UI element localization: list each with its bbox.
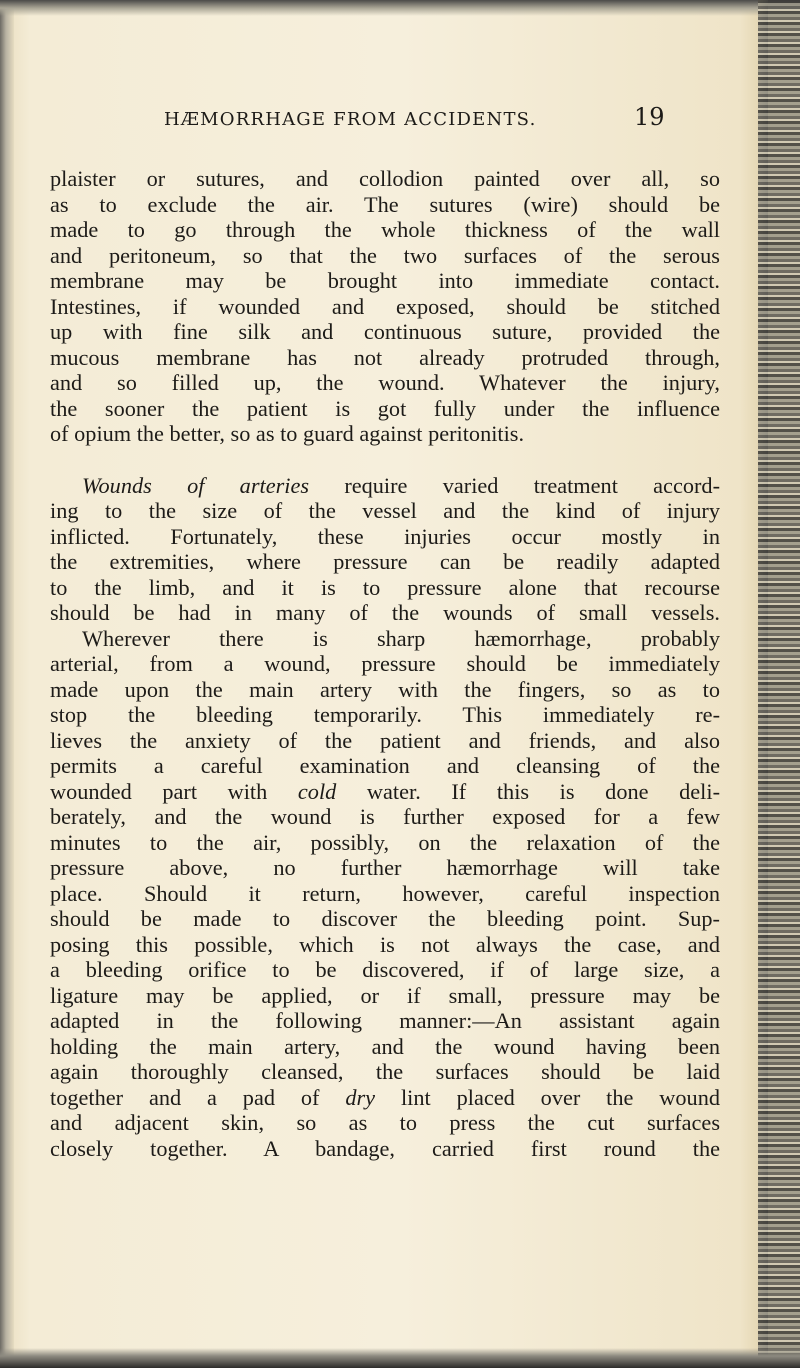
text-line: Wherever there is sharp hæmorrhage, probably	[82, 625, 720, 651]
text-line: plaister or sutures, and collodion painted over all, so	[50, 166, 720, 191]
running-head: HÆMORRHAGE FROM ACCIDENTS.	[164, 109, 537, 130]
text-line: pressure above, no further hæmorrhage will take	[50, 855, 720, 880]
paragraph-spacer	[50, 447, 720, 473]
text-line: permits a careful examination and cleansing of the	[50, 753, 720, 778]
text-line	[50, 1085, 720, 1111]
book-spine-binding	[758, 0, 800, 1368]
text-line: place. Should it return, however, careful inspection	[50, 880, 720, 906]
text-line: stop the bleeding temporarily. This immediately re-	[50, 702, 720, 727]
text-line: the extremities, where pressure can be readily adapted	[50, 549, 720, 574]
text-line: adapted in the following manner:—An assistant again	[50, 1008, 720, 1033]
text-line: membrane may be brought into immediate contact.	[50, 268, 720, 293]
page-top-edge-shadow	[0, 0, 800, 16]
page-left-edge-shadow	[0, 0, 14, 1368]
body-text	[50, 166, 720, 1161]
text-line	[50, 473, 720, 499]
text-line: again thoroughly cleansed, the surfaces should be laid	[50, 1059, 720, 1084]
text-line: up with fine silk and continuous suture, provided the	[50, 319, 720, 344]
text-line: holding the main artery, and the wound having been	[50, 1033, 720, 1059]
italic-phrase: Wounds of arteries	[82, 472, 310, 498]
text-line: arterial, from a wound, pressure should be immediately	[50, 651, 720, 676]
text-line: inflicted. Fortunately, these injuries occur mostly in	[50, 523, 720, 549]
text-line: as to exclude the air. The sutures (wire) should be	[50, 191, 720, 217]
text-line: should be had in many of the wounds of small vessels.	[50, 600, 720, 625]
paragraph-1	[50, 166, 720, 447]
page-header	[64, 103, 744, 139]
text-line: posing this possible, which is not always the case, and	[50, 931, 720, 957]
text-span: together and a pad of	[50, 1084, 346, 1110]
paragraph-2	[50, 473, 720, 1162]
text-line: of opium the better, so as to guard against peritonitis.	[50, 421, 525, 446]
text-line: and so filled up, the wound. Whatever the injury,	[50, 370, 720, 395]
page-number: 19	[634, 103, 665, 131]
italic-word: dry	[345, 1084, 376, 1110]
text-line: berately, and the wound is further exposed for a few	[50, 804, 720, 829]
text-line: ligature may be applied, or if small, pressure may be	[50, 982, 720, 1008]
text-line: and peritoneum, so that the two surfaces of the serous	[50, 242, 720, 268]
text-line: minutes to the air, possibly, on the relaxation of the	[50, 829, 720, 855]
text-span: water. If this is done deli-	[336, 778, 720, 804]
text-span: wounded part with	[50, 778, 298, 804]
page-bottom-edge-shadow	[0, 1348, 800, 1368]
text-line: made upon the main artery with the fingers, so as to	[50, 676, 720, 702]
text-span: require varied treatment accord-	[309, 472, 720, 498]
text-line: a bleeding orifice to be discovered, if of large size, a	[50, 957, 720, 982]
text-line: and adjacent skin, so as to press the cut surfaces	[50, 1110, 720, 1135]
text-line: lieves the anxiety of the patient and friends, and also	[50, 727, 720, 753]
text-line: ing to the size of the vessel and the kind of injury	[50, 498, 720, 523]
text-line: closely together. A bandage, carried first round the	[50, 1135, 720, 1161]
text-line: mucous membrane has not already protruded through,	[50, 344, 720, 370]
italic-word: cold	[297, 778, 337, 804]
text-line: the sooner the patient is got fully under the influence	[50, 395, 720, 421]
text-line: to the limb, and it is to pressure alone that recourse	[50, 574, 720, 600]
text-line	[50, 779, 720, 805]
text-line: should be made to discover the bleeding point. Sup-	[50, 906, 720, 931]
text-line: made to go through the whole thickness of the wall	[50, 217, 720, 242]
text-line: Intestines, if wounded and exposed, should be stitched	[50, 293, 720, 319]
text-span: lint placed over the wound	[375, 1084, 721, 1110]
